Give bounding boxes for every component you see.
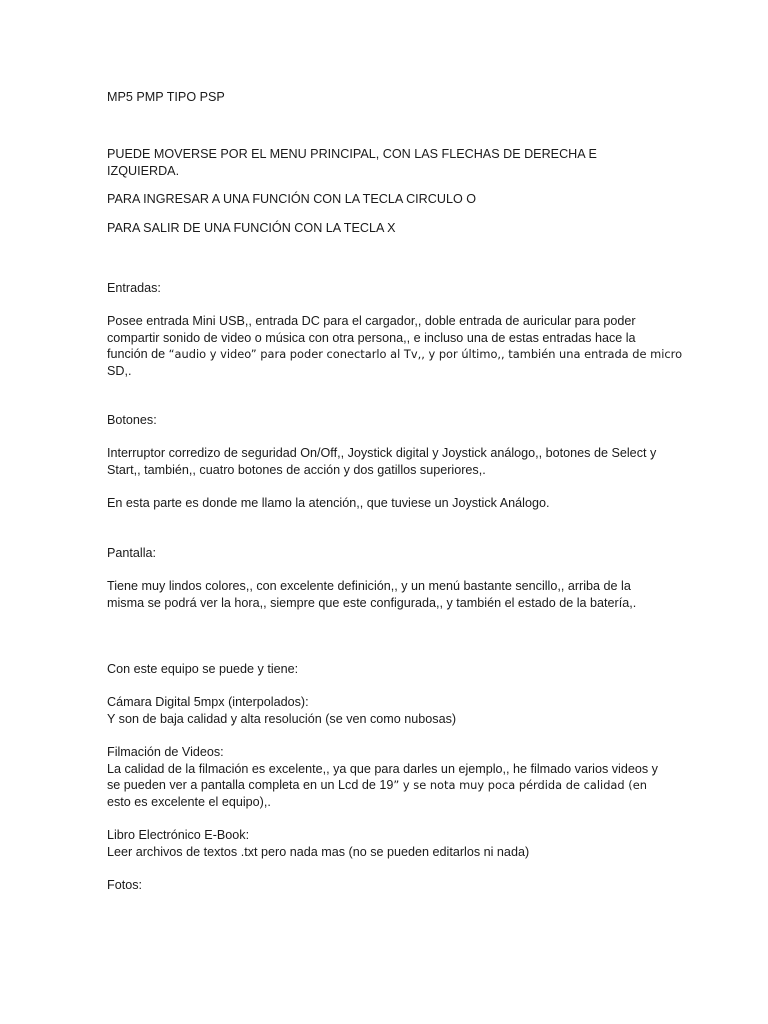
- entradas-paragraph: Posee entrada Mini USB,, entrada DC para el cargador,, doble entrada de auricular para poder compartir sonido de video o música con otra persona,, e incluso una de estas entradas hace la función de “audio y video” para poder conectarlo al Tv,, y por último,, también una entrada de micro SD,.: [107, 314, 683, 378]
- intro-paragraph-exit: PARA SALIR DE UNA FUNCIÓN CON LA TECLA X: [107, 221, 396, 235]
- section-heading-entradas: Entradas:: [107, 281, 161, 295]
- equipo-intro: Con este equipo se puede y tiene:: [107, 662, 299, 676]
- document-title: MP5 PMP TIPO PSP: [107, 90, 225, 104]
- fotos-heading: Fotos:: [107, 878, 142, 892]
- botones-paragraph: Interruptor corredizo de seguridad On/Off,, Joystick digital y Joystick análogo,, botones de Select y Start,, también,, cuatro botones de acción y dos gatillos superiores,.: [107, 446, 657, 477]
- intro-paragraph-enter: PARA INGRESAR A UNA FUNCIÓN CON LA TECLA CIRCULO O: [107, 192, 477, 206]
- libro-block: Libro Electrónico E-Book: Leer archivos de textos .txt pero nada mas (no se pueden editarlos ni nada): [107, 828, 530, 859]
- camara-block: Cámara Digital 5mpx (interpolados): Y son de baja calidad y alta resolución (se ven como nubosas): [107, 695, 457, 726]
- section-heading-botones: Botones:: [107, 413, 157, 427]
- section-heading-pantalla: Pantalla:: [107, 546, 157, 560]
- pantalla-paragraph: Tiene muy lindos colores,, con excelente definición,, y un menú bastante sencillo,, arriba de la misma se podrá ver la hora,, siempre que este configurada,, y también el estado de la batería,.: [107, 579, 637, 610]
- intro-paragraph-menu: PUEDE MOVERSE POR EL MENU PRINCIPAL, CON LAS FLECHAS DE DERECHA E IZQUIERDA.: [107, 147, 597, 178]
- filmacion-block: Filmación de Videos: La calidad de la filmación es excelente,, ya que para darles un ejemplo,, he filmado varios videos y se pueden ver a pantalla completa en un Lcd de 19” y se nota muy poca pérdida de calidad (en esto es excelente el equipo),.: [107, 745, 658, 809]
- botones-note: En esta parte es donde me llamo la atención,, que tuviese un Joystick Análogo.: [107, 496, 550, 510]
